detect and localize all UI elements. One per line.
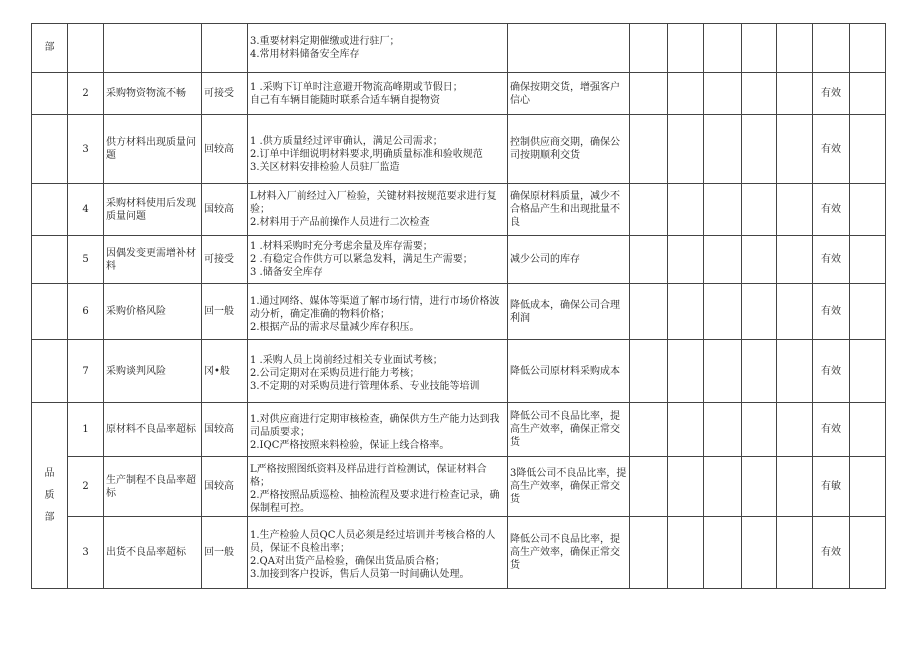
control-measures: 1 .供方质量经过评审确认，满足公司需求； 2.订单中详细说明材料要求,明确质量标准和验收规范 3.关区材料安排检验人员驻厂监造	[248, 115, 508, 184]
risk-level	[202, 24, 248, 73]
control-measures: 1 .材料采购时充分考虑余量及库存需要； 2 .有稳定合作供方可以紧急发料，满足生产需要； 3 .储备安全库存	[248, 236, 508, 284]
row-number	[68, 24, 104, 73]
expected-goal: 降低公司不良品比率，提高生产效率，确保正常交货	[508, 403, 630, 457]
table-row	[32, 517, 886, 589]
control-measures: L材料入厂前经过入厂检验，关键材料按规范要求进行复验； 2.材料用于产品前操作人员进行二次检查	[248, 184, 508, 236]
row-number: 4	[68, 184, 104, 236]
risk-description: 原材料不良品率超标	[104, 403, 202, 457]
table-row	[32, 236, 886, 284]
risk-description: 采购价格风险	[104, 284, 202, 340]
row-number: 1	[68, 403, 104, 457]
risk-description: 供方材料出现质量问题	[104, 115, 202, 184]
risk-description: 采购谈判风险	[104, 340, 202, 403]
risk-description: 因偶发变更需增补材料	[104, 236, 202, 284]
status-cell: 有效	[813, 236, 850, 284]
expected-goal: 控制供应商交期，确保公司按期顺利交货	[508, 115, 630, 184]
status-cell: 有效	[813, 517, 850, 589]
status-cell: 有效	[813, 284, 850, 340]
risk-level: 国较高	[202, 184, 248, 236]
expected-goal: 降低成本，确保公司合理利润	[508, 284, 630, 340]
risk-level: 回较高	[202, 115, 248, 184]
risk-assessment-table	[31, 23, 886, 589]
status-cell: 有效	[813, 73, 850, 115]
control-measures: 1.生产检验人员QC人员必须是经过培训并考核合格的人员，保证不良检出率； 2.QA对出货产品检验，确保出货品质合格； 3.加接到客户投诉，售后人员第一时间确认处理。	[248, 517, 508, 589]
risk-description: 出货不良品率超标	[104, 517, 202, 589]
control-measures: L严格按照图纸资料及样品进行首检测试，保证材料合格； 2.严格按照品质巡检、抽检流程及要求进行检查记录，确保制程可控。	[248, 457, 508, 517]
table-row	[32, 115, 886, 184]
table-row	[32, 184, 886, 236]
table-row	[32, 284, 886, 340]
risk-level: 可接受	[202, 236, 248, 284]
risk-description: 采购材料使用后发现质量问题	[104, 184, 202, 236]
row-number: 3	[68, 115, 104, 184]
risk-description	[104, 24, 202, 73]
status-cell: 有敏	[813, 457, 850, 517]
row-number: 7	[68, 340, 104, 403]
expected-goal: 降低公司不良品比率，提高生产效率，确保正常交货	[508, 517, 630, 589]
risk-level: 回一般	[202, 517, 248, 589]
status-cell: 有效	[813, 340, 850, 403]
control-measures: 1 .采购下订单时注意避开物流高峰期或节假日； 自己有车辆目能随时联系合适车辆自提物资	[248, 73, 508, 115]
status-cell: 有效	[813, 184, 850, 236]
department-cell-purchasing: 部	[32, 24, 68, 73]
risk-description: 生产制程不良品率超标	[104, 457, 202, 517]
expected-goal: 降低公司原材料采购成本	[508, 340, 630, 403]
risk-level: 国较高	[202, 457, 248, 517]
control-measures: 1.通过网络、媒体等渠道了解市场行情，进行市场价格波动分析，确定准确的物料价格； 2.根据产品的需求尽量减少库存积压。	[248, 284, 508, 340]
expected-goal: 3降低公司不良品比率，提高生产效率，确保正常交货	[508, 457, 630, 517]
risk-level: 国较高	[202, 403, 248, 457]
status-cell: 有效	[813, 115, 850, 184]
risk-level: 冈•般	[202, 340, 248, 403]
status-cell	[813, 24, 850, 73]
row-number: 5	[68, 236, 104, 284]
row-number: 2	[68, 73, 104, 115]
table-row	[32, 457, 886, 517]
control-measures: 1 .采购人员上岗前经过相关专业面试考核； 2.公司定期对在采购员进行能力考核； 3.不定期的对采购员进行管理体系、专业技能等培训	[248, 340, 508, 403]
risk-level: 可接受	[202, 73, 248, 115]
expected-goal: 确保原材料质量，减少不合格品产生和出现批量不良	[508, 184, 630, 236]
row-number: 3	[68, 517, 104, 589]
expected-goal: 确保按期交货，增强客户信心	[508, 73, 630, 115]
row-number: 2	[68, 457, 104, 517]
control-measures: 3.重要材料定期催缴或进行驻厂； 4.常用材料储备安全库存	[248, 24, 508, 73]
expected-goal: 减少公司的库存	[508, 236, 630, 284]
control-measures: 1.对供应商进行定期审核检查，确保供方生产能力达到我司品质要求； 2.IQC严格按照来料检验，保证上线合格率。	[248, 403, 508, 457]
row-number: 6	[68, 284, 104, 340]
department-cell-quality: 品 质 部	[32, 403, 68, 589]
risk-level: 回一般	[202, 284, 248, 340]
table-row	[32, 24, 886, 73]
table-row	[32, 340, 886, 403]
expected-goal	[508, 24, 630, 73]
table-row	[32, 73, 886, 115]
table-row	[32, 403, 886, 457]
risk-description: 采购物资物流不畅	[104, 73, 202, 115]
status-cell: 有效	[813, 403, 850, 457]
